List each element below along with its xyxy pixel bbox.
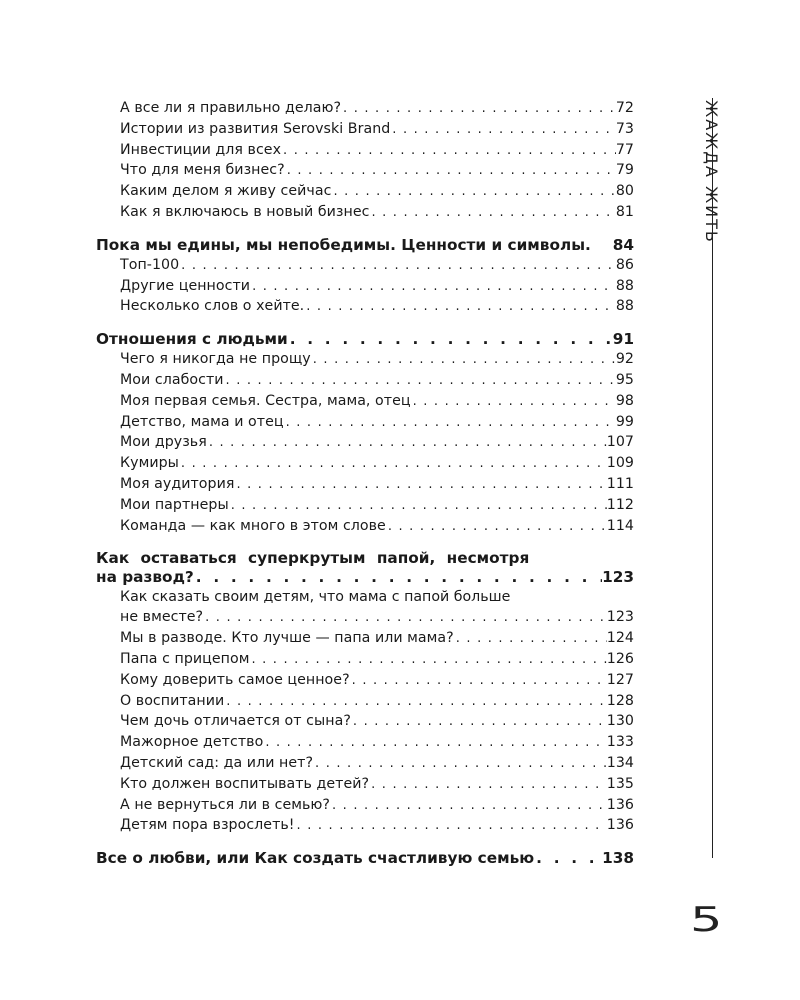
toc-entry: [96, 391, 634, 412]
toc-entry-title: Кумиры: [120, 455, 179, 472]
toc-entry-page: 72: [615, 100, 634, 116]
toc-entry-page: 124: [606, 630, 634, 647]
toc-entry-page: 73: [615, 120, 634, 137]
leader-dots: [411, 392, 616, 412]
leader-dots: [179, 256, 616, 276]
toc-entry: [96, 412, 634, 433]
toc-entry: [96, 474, 634, 495]
toc-entry: [96, 753, 634, 774]
toc-entry-title: Моя первая семья. Сестра, мама, отец: [120, 392, 411, 409]
leader-dots: [288, 330, 613, 349]
toc-entry-title-line-1: Как сказать своим детям, что мама с папой больше: [120, 589, 511, 606]
toc-entry: [96, 349, 634, 370]
toc-entry-page: 88: [615, 277, 634, 294]
leader-dots: [454, 629, 607, 649]
toc-entry-page: 81: [615, 203, 634, 220]
leader-dots: [224, 692, 606, 712]
toc-entry: [96, 732, 634, 753]
leader-dots: [534, 849, 602, 868]
toc-entry-page: 111: [606, 475, 634, 492]
leader-dots: [369, 775, 607, 795]
toc-entry: [96, 119, 634, 140]
leader-dots: [341, 99, 616, 119]
leader-dots: [390, 120, 616, 140]
toc-entry-page: 126: [606, 650, 634, 667]
toc-entry: [96, 202, 634, 223]
leader-dots: [304, 297, 616, 317]
toc-entry-title: Папа с прицепом: [120, 650, 250, 667]
toc-entry-page: 135: [606, 775, 634, 792]
toc-entry: [96, 628, 634, 649]
toc-entry-page: 109: [606, 455, 634, 472]
toc-entry-page: 130: [606, 713, 634, 730]
leader-dots: [194, 568, 602, 587]
toc-entry-page: 107: [606, 434, 634, 451]
toc-chapter-page: 91: [612, 330, 634, 349]
toc-chapter-title: Пока мы едины, мы непобедимы. Ценности и символы.: [96, 235, 591, 254]
toc-entry-page: 95: [615, 371, 634, 388]
toc-entry-title: Кто должен воспитывать детей?: [120, 775, 370, 792]
toc-entry-title: Другие ценности: [120, 277, 251, 294]
leader-dots: [285, 161, 616, 181]
toc-entry-title: Детство, мама и отец: [120, 413, 284, 430]
leader-dots: [331, 182, 615, 202]
toc-entry-page: 127: [606, 671, 634, 688]
toc-entry: [96, 774, 634, 795]
toc-chapter-page: 138: [602, 849, 634, 868]
toc-entry-page: 136: [606, 796, 634, 813]
leader-dots: [234, 475, 606, 495]
leader-dots: [224, 371, 616, 391]
toc-entry-title: Несколько слов о хейте.: [120, 298, 305, 315]
toc-entry-title: Как я включаюсь в новый бизнес: [120, 203, 370, 220]
toc-entry-title: Моя аудитория: [120, 475, 235, 492]
toc-entry: [96, 370, 634, 391]
toc-entry-title: А все ли я правильно делаю?: [120, 100, 342, 116]
toc-entry-page: 134: [606, 754, 634, 771]
toc-entry-page: 86: [615, 256, 634, 273]
toc-entry: [96, 432, 634, 453]
toc-chapter-title: Все о любви, или Как создать счастливую семью: [96, 849, 535, 868]
toc-entry-page: 99: [615, 413, 634, 430]
toc-entry-page: 128: [606, 692, 634, 709]
toc-chapter-title-line-1: Как оставаться суперкрутым папой, несмотря: [96, 549, 530, 568]
toc-chapter: [96, 236, 634, 255]
toc-entry: [96, 607, 634, 628]
toc-entry-title-line-2: не вместе?: [120, 609, 204, 626]
toc-entry: [96, 296, 634, 317]
toc-entry-title: Детский сад: да или нет?: [120, 754, 314, 771]
leader-dots: [229, 496, 607, 516]
leader-dots: [386, 517, 607, 537]
leader-dots: [295, 816, 607, 836]
toc-entry: [96, 276, 634, 297]
toc-entry-title: Топ-100: [120, 256, 180, 273]
toc-entry-title: Детям пора взрослеть!: [120, 817, 295, 834]
toc-entry-title: Инвестиции для всех: [120, 141, 282, 158]
toc-entry: [96, 453, 634, 474]
table-of-contents: [96, 98, 634, 868]
toc-entry-page: 133: [606, 734, 634, 751]
toc-chapter-title: Отношения с людьми: [96, 330, 288, 349]
toc-chapter: [96, 330, 634, 349]
toc-entry: [96, 181, 634, 202]
toc-entry: [96, 98, 634, 119]
leader-dots: [281, 141, 616, 161]
leader-dots: [263, 733, 606, 753]
leader-dots: [249, 650, 606, 670]
toc-entry: [96, 691, 634, 712]
toc-entry-title: Команда — как много в этом слове: [120, 517, 386, 534]
leader-dots: [311, 350, 616, 370]
running-head: ЖАЖДА ЖИТЬ: [702, 100, 721, 244]
toc-entry-title: О воспитании: [120, 692, 225, 709]
toc-entry: [96, 815, 634, 836]
leader-dots: [284, 413, 616, 433]
toc-entry-title: Каким делом я живу сейчас: [120, 183, 332, 200]
toc-chapter: [96, 849, 634, 868]
toc-entry-page: 77: [615, 141, 634, 158]
toc-entry-title: Мы в разводе. Кто лучше — папа или мама?: [120, 630, 454, 647]
toc-entry: [96, 255, 634, 276]
toc-entry-page: 92: [615, 351, 634, 368]
toc-entry-title: Мои слабости: [120, 371, 224, 388]
toc-entry-title: Что для меня бизнес?: [120, 162, 285, 179]
leader-dots: [369, 203, 615, 223]
leader-dots: [330, 796, 607, 816]
toc-entry-page: 98: [615, 392, 634, 409]
toc-entry: [96, 495, 634, 516]
toc-entry-page: 79: [615, 162, 634, 179]
page-number: 5: [690, 900, 723, 940]
toc-entry: [96, 670, 634, 691]
toc-entry-title: Мои друзья: [120, 434, 207, 451]
leader-dots: [313, 754, 607, 774]
toc-entry-page: 114: [606, 517, 634, 534]
toc-entry-page: 123: [606, 609, 634, 626]
leader-dots: [207, 433, 607, 453]
leader-dots: [350, 671, 607, 691]
toc-entry-title: Кому доверить самое ценное?: [120, 671, 350, 688]
toc-entry-title: Чего я никогда не прощу: [120, 351, 311, 368]
toc-entry-title: Мои партнеры: [120, 496, 229, 513]
toc-chapter: [96, 568, 634, 587]
toc-entry-page: 136: [606, 817, 634, 834]
toc-chapter-page: 84: [612, 235, 634, 254]
leader-dots: [203, 608, 607, 628]
toc-entry-page: 80: [615, 183, 634, 200]
toc-chapter-page: 123: [602, 568, 634, 587]
toc-entry: [96, 140, 634, 161]
toc-entry: [96, 795, 634, 816]
toc-entry-title: Мажорное детство: [120, 734, 264, 751]
toc-entry: [96, 649, 634, 670]
toc-entry-page: 88: [615, 298, 634, 315]
leader-dots: [250, 277, 616, 297]
leader-dots: [179, 454, 607, 474]
toc-entry-title: Чем дочь отличается от сына?: [120, 713, 351, 730]
toc-entry: [96, 711, 634, 732]
leader-dots: [351, 712, 607, 732]
toc-entry-title: Истории из развития Serovski Brand: [120, 120, 391, 137]
toc-chapter-title-line-2: на развод?: [96, 568, 194, 587]
toc-entry: [96, 516, 634, 537]
toc-entry-page: 112: [606, 496, 634, 513]
toc-entry: [96, 160, 634, 181]
toc-entry-title: А не вернуться ли в семью?: [120, 796, 331, 813]
